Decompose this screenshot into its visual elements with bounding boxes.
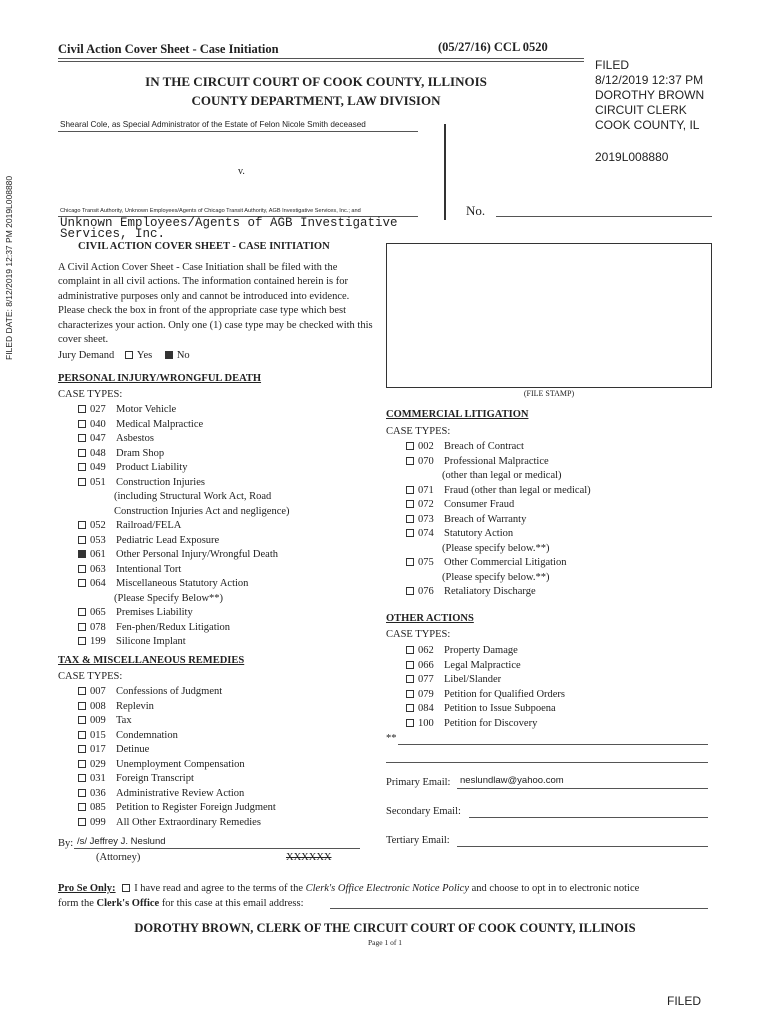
case-type-label: Breach of Warranty — [444, 513, 527, 525]
case-type-code: 074 — [418, 528, 434, 539]
case-type-item[interactable] — [406, 644, 565, 659]
case-type-code: 072 — [418, 499, 434, 510]
case-type-item[interactable] — [78, 563, 290, 578]
checkbox-icon[interactable] — [78, 731, 86, 739]
case-type-code: 062 — [418, 645, 434, 656]
case-type-label: Tax — [116, 715, 132, 726]
case-type-label: Construction Injuries — [116, 476, 205, 488]
pro-se-text-2: and choose to opt in to electronic notice — [471, 883, 640, 894]
plaintiff-rule — [58, 131, 418, 132]
jury-no-option[interactable] — [165, 350, 190, 361]
pro-se-line2-after: for this case at this email address: — [161, 898, 304, 909]
case-type-code: 047 — [90, 433, 106, 444]
checkbox-icon[interactable] — [78, 774, 86, 782]
checkbox-icon[interactable] — [125, 351, 133, 359]
case-type-code: 027 — [90, 404, 106, 415]
checkbox-icon[interactable] — [406, 661, 414, 669]
case-type-label: Fen-phen/Redux Litigation — [116, 621, 231, 633]
clerk-footer: DOROTHY BROWN, CLERK OF THE CIRCUIT COURT OF COOK COUNTY, ILLINOIS — [134, 921, 636, 935]
tertiary-email-field[interactable] — [457, 846, 708, 847]
defendants-line: Chicago Transit Authority, Unknown Employees/Agents of Chicago Transit Authority, AGB Investigative Services, Inc.; and — [60, 208, 361, 214]
case-type-item[interactable] — [406, 702, 565, 717]
case-type-label: Other Commercial Litigation — [444, 557, 567, 568]
checkbox-icon[interactable] — [78, 521, 86, 529]
commercial-case-types-label: CASE TYPES: — [386, 426, 451, 437]
pro-se-line2-before: form the — [58, 898, 94, 909]
case-type-item[interactable] — [78, 432, 290, 447]
case-type-label: Other Personal Injury/Wrongful Death — [116, 549, 278, 560]
case-type-code: 071 — [418, 484, 434, 496]
case-type-item[interactable] — [78, 461, 290, 476]
case-type-item[interactable] — [78, 476, 290, 491]
case-type-label: Statutory Action — [444, 528, 514, 539]
case-type-item[interactable] — [406, 498, 591, 513]
side-filed-date: FILED DATE: 8/12/2019 12:37 PM 2019L008880 — [4, 175, 14, 360]
case-no-field[interactable] — [496, 216, 712, 217]
checkbox-icon[interactable] — [78, 760, 86, 768]
case-type-label: Silicone Implant — [116, 636, 186, 647]
court-heading — [58, 72, 574, 110]
other-actions-case-types-label: CASE TYPES: — [386, 629, 451, 640]
personal-injury-case-types-label: CASE TYPES: — [58, 389, 123, 400]
case-type-item[interactable] — [78, 577, 290, 592]
jury-no-label: No — [176, 350, 190, 361]
checkbox-icon[interactable] — [78, 565, 86, 573]
checkbox-icon[interactable] — [78, 716, 86, 724]
checkbox-checked-icon[interactable] — [165, 351, 173, 359]
case-type-item[interactable] — [78, 772, 276, 787]
case-type-code: 040 — [90, 418, 106, 430]
case-type-code: 031 — [90, 773, 106, 784]
by-value[interactable]: /s/ Jeffrey J. Neslund — [77, 836, 166, 847]
checkbox-icon[interactable] — [406, 442, 414, 450]
case-type-label: Dram Shop — [116, 447, 165, 459]
jury-yes-option[interactable] — [125, 350, 152, 361]
checkbox-icon[interactable] — [406, 690, 414, 698]
case-type-code: 099 — [90, 816, 106, 828]
case-type-code: 070 — [418, 455, 434, 467]
case-type-label: Asbestos — [116, 433, 154, 444]
checkbox-icon[interactable] — [78, 536, 86, 544]
checkbox-icon[interactable] — [78, 623, 86, 631]
checkbox-icon[interactable] — [78, 463, 86, 471]
court-line-2: COUNTY DEPARTMENT, LAW DIVISION — [191, 93, 441, 108]
jury-yes-label: Yes — [136, 350, 153, 361]
checkbox-icon[interactable] — [406, 675, 414, 683]
case-type-label: Petition to Register Foreign Judgment — [116, 802, 276, 813]
case-type-label: Premises Liability — [116, 607, 193, 618]
filed-stamp-line: 8/12/2019 12:37 PM — [595, 73, 704, 87]
primary-email-value[interactable]: neslundlaw@yahoo.com — [460, 775, 564, 786]
checkbox-checked-icon[interactable] — [78, 550, 86, 558]
case-type-code: 061 — [90, 549, 106, 560]
checkbox-icon[interactable] — [406, 529, 414, 537]
case-type-label: Retaliatory Discharge — [444, 586, 536, 597]
case-type-note: (Please specify below.**) — [442, 571, 550, 583]
case-type-code: 064 — [90, 578, 106, 589]
case-type-label: Administrative Review Action — [116, 787, 245, 799]
case-type-code: 017 — [90, 744, 106, 755]
attorney-label: (Attorney) — [96, 852, 141, 863]
case-type-code: 075 — [418, 557, 434, 568]
case-type-code: 084 — [418, 703, 434, 714]
case-type-code: 049 — [90, 462, 106, 473]
pro-se-clerks-office: Clerk's Office — [96, 898, 160, 909]
tertiary-email-label: Tertiary Email: — [386, 835, 450, 846]
case-type-note: Construction Injuries Act and negligence) — [114, 505, 290, 517]
tax-misc-case-types-label: CASE TYPES: — [58, 671, 123, 682]
personal-injury-heading: PERSONAL INJURY/WRONGFUL DEATH — [58, 373, 262, 384]
case-type-code: 002 — [418, 441, 434, 452]
case-type-item[interactable] — [78, 714, 276, 729]
case-type-code: 065 — [90, 607, 106, 618]
checkbox-icon[interactable] — [78, 478, 86, 486]
case-type-item[interactable] — [406, 717, 565, 732]
case-type-item[interactable] — [406, 455, 591, 470]
form-code: (05/27/16) CCL 0520 — [438, 40, 548, 54]
checkbox-icon[interactable] — [78, 789, 86, 797]
case-type-item[interactable] — [78, 418, 290, 433]
case-type-item[interactable] — [78, 635, 290, 650]
case-type-item[interactable] — [406, 688, 565, 703]
case-type-label: Product Liability — [116, 462, 188, 473]
specify-line-2[interactable] — [386, 762, 708, 763]
jury-demand-label: Jury Demand — [58, 350, 115, 361]
checkbox-icon[interactable] — [78, 405, 86, 413]
case-type-note: (including Structural Work Act, Road — [114, 491, 272, 502]
case-type-item[interactable] — [406, 556, 591, 571]
checkbox-icon[interactable] — [406, 719, 414, 727]
case-type-label: Replevin — [116, 700, 154, 712]
case-type-item[interactable] — [78, 729, 276, 744]
case-type-label: Motor Vehicle — [116, 404, 177, 415]
jury-demand — [58, 350, 190, 361]
checkbox-icon[interactable] — [406, 457, 414, 465]
case-type-label: Miscellaneous Statutory Action — [116, 578, 249, 589]
case-no-label: No. — [466, 203, 486, 218]
case-type-label: Petition for Discovery — [444, 717, 538, 729]
filed-stamp-line: DOROTHY BROWN — [595, 88, 705, 102]
case-type-label: Confessions of Judgment — [116, 686, 223, 697]
case-type-code: 073 — [418, 513, 434, 525]
case-type-item[interactable] — [78, 685, 276, 700]
case-type-code: 079 — [418, 688, 434, 700]
file-stamp-box — [386, 243, 712, 388]
case-type-note: (other than legal or medical) — [442, 470, 562, 481]
case-type-code: 048 — [90, 447, 106, 459]
filed-stamp-line: CIRCUIT CLERK — [595, 103, 687, 117]
case-type-code: 066 — [418, 659, 434, 671]
defendants-typed: Unknown Employees/Agents of AGB Investigative Services, Inc. — [60, 216, 398, 241]
checkbox-icon[interactable] — [78, 702, 86, 710]
cover-intro: A Civil Action Cover Sheet - Case Initiation shall be filed with the complaint in all civil actions. The information contained herein is for administrative purposes only and cannot be introduced into evidence. Please check the box in front of the appropriate case type which best characterizes your action. Only one (1) case type may be checked with this cover sheet. — [58, 262, 373, 346]
filed-stamp-line: FILED — [595, 58, 630, 72]
plaintiff-name: Shearal Cole, as Special Administrator of the Estate of Felon Nicole Smith deceased — [60, 120, 366, 129]
case-type-code: 053 — [90, 534, 106, 546]
checkbox-icon[interactable] — [78, 608, 86, 616]
case-type-label: All Other Extraordinary Remedies — [116, 816, 261, 828]
case-type-label: Detinue — [116, 744, 150, 755]
primary-email-label: Primary Email: — [386, 777, 451, 788]
checkbox-icon[interactable] — [406, 704, 414, 712]
case-type-item[interactable] — [78, 606, 290, 621]
case-type-label: Petition for Qualified Orders — [444, 688, 566, 700]
case-type-code: 078 — [90, 621, 106, 633]
case-type-label: Libel/Slander — [444, 674, 502, 685]
secondary-email-label: Secondary Email: — [386, 806, 461, 817]
case-type-label: Condemnation — [116, 729, 178, 741]
case-type-note: (Please Specify Below**) — [114, 592, 224, 604]
checkbox-icon[interactable] — [406, 500, 414, 508]
checkbox-icon[interactable] — [406, 558, 414, 566]
checkbox-icon[interactable] — [78, 449, 86, 457]
case-type-code: 085 — [90, 802, 106, 813]
case-type-code: 029 — [90, 758, 106, 770]
page-number: Page 1 of 1 — [368, 938, 402, 947]
case-type-label: Fraud (other than legal or medical) — [444, 484, 591, 496]
case-type-item[interactable] — [78, 743, 276, 758]
checkbox-icon[interactable] — [78, 434, 86, 442]
case-type-label: Professional Malpractice — [444, 455, 549, 467]
checkbox-icon[interactable] — [78, 637, 86, 645]
case-type-item[interactable] — [406, 659, 565, 674]
case-type-item[interactable] — [406, 484, 591, 499]
pro-se-label: Pro Se Only: — [58, 883, 116, 894]
checkbox-icon[interactable] — [406, 486, 414, 494]
case-type-code: 100 — [418, 717, 434, 729]
checkbox-icon[interactable] — [78, 745, 86, 753]
file-stamp-label: (FILE STAMP) — [523, 389, 575, 398]
attorney-code: XXXXXX — [286, 852, 332, 863]
case-type-item[interactable] — [78, 519, 290, 534]
by-label: By: — [58, 838, 74, 849]
case-type-label: Foreign Transcript — [116, 773, 194, 784]
form-title: Civil Action Cover Sheet - Case Initiation — [58, 42, 279, 56]
case-type-item[interactable] — [78, 548, 290, 563]
commercial-heading: COMMERCIAL LITIGATION — [386, 409, 529, 420]
case-type-item[interactable] — [406, 527, 591, 542]
case-type-item[interactable] — [78, 816, 276, 831]
case-type-label: Intentional Tort — [116, 563, 182, 575]
case-type-label: Breach of Contract — [444, 441, 524, 452]
bottom-filed: FILED — [667, 994, 702, 1008]
tax-misc-heading: TAX & MISCELLANEOUS REMEDIES — [58, 655, 245, 666]
case-type-item[interactable] — [406, 585, 591, 600]
primary-email-field[interactable] — [457, 788, 708, 789]
case-type-label: Medical Malpractice — [116, 418, 204, 430]
checkbox-icon[interactable] — [406, 646, 414, 654]
case-type-item[interactable] — [406, 673, 565, 688]
specify-line-1[interactable] — [398, 744, 708, 745]
specify-marker: ** — [386, 733, 397, 744]
case-type-item[interactable] — [78, 700, 276, 715]
checkbox-icon[interactable] — [78, 803, 86, 811]
case-type-code: 009 — [90, 715, 106, 726]
case-type-item[interactable] — [78, 447, 290, 462]
case-type-label: Petition to Issue Subpoena — [444, 703, 556, 714]
case-type-item[interactable] — [78, 621, 290, 636]
case-type-label: Consumer Fraud — [444, 499, 515, 510]
personal-injury-list — [78, 403, 290, 650]
case-type-code: 199 — [90, 636, 106, 647]
case-type-label: Property Damage — [444, 645, 518, 656]
cover-title: CIVIL ACTION COVER SHEET - CASE INITIATION — [78, 241, 330, 252]
case-type-item[interactable] — [78, 787, 276, 802]
case-type-code: 036 — [90, 787, 106, 799]
case-type-code: 063 — [90, 563, 106, 575]
secondary-email-field[interactable] — [469, 817, 708, 818]
versus-label: v. — [238, 166, 245, 177]
case-type-note: (Please specify below.**) — [442, 542, 550, 554]
case-type-label: Legal Malpractice — [444, 659, 521, 671]
case-type-item[interactable] — [78, 403, 290, 418]
signature-line[interactable] — [74, 848, 360, 849]
pro-se-checkbox-icon[interactable] — [122, 884, 130, 892]
case-type-code: 007 — [90, 686, 106, 697]
tax-misc-list — [78, 685, 276, 830]
case-type-code: 076 — [418, 586, 434, 597]
checkbox-icon[interactable] — [78, 579, 86, 587]
case-type-code: 051 — [90, 476, 106, 488]
case-type-code: 077 — [418, 674, 434, 685]
stamp-case-number: 2019L008880 — [595, 150, 669, 164]
checkbox-icon[interactable] — [406, 515, 414, 523]
case-type-item[interactable] — [406, 513, 591, 528]
commercial-list — [406, 440, 591, 600]
checkbox-icon[interactable] — [406, 587, 414, 595]
case-type-code: 008 — [90, 700, 106, 712]
case-type-item[interactable] — [78, 534, 290, 549]
case-type-code: 015 — [90, 729, 106, 741]
case-type-item[interactable] — [406, 440, 591, 455]
court-line-1: IN THE CIRCUIT COURT OF COOK COUNTY, ILLINOIS — [145, 74, 487, 89]
case-type-code: 052 — [90, 520, 106, 531]
case-type-label: Railroad/FELA — [116, 520, 182, 531]
pro-se-policy: Clerk's Office Electronic Notice Policy — [305, 883, 469, 894]
case-type-label: Unemployment Compensation — [116, 758, 245, 770]
caption-divider — [444, 124, 446, 220]
case-type-label: Pediatric Lead Exposure — [116, 534, 220, 546]
pro-se-text-1: I have read and agree to the terms of the — [134, 883, 303, 894]
checkbox-icon[interactable] — [78, 818, 86, 826]
pro-se-block — [58, 881, 639, 911]
header-rule — [58, 58, 584, 62]
case-type-item[interactable] — [78, 801, 276, 816]
pro-se-email-field[interactable] — [330, 908, 708, 909]
other-actions-heading: OTHER ACTIONS — [386, 613, 474, 624]
filed-stamp — [595, 58, 704, 133]
filed-stamp-line: COOK COUNTY, IL — [595, 118, 700, 132]
checkbox-icon[interactable] — [78, 420, 86, 428]
checkbox-icon[interactable] — [78, 687, 86, 695]
case-type-item[interactable] — [78, 758, 276, 773]
other-actions-list — [406, 644, 565, 731]
